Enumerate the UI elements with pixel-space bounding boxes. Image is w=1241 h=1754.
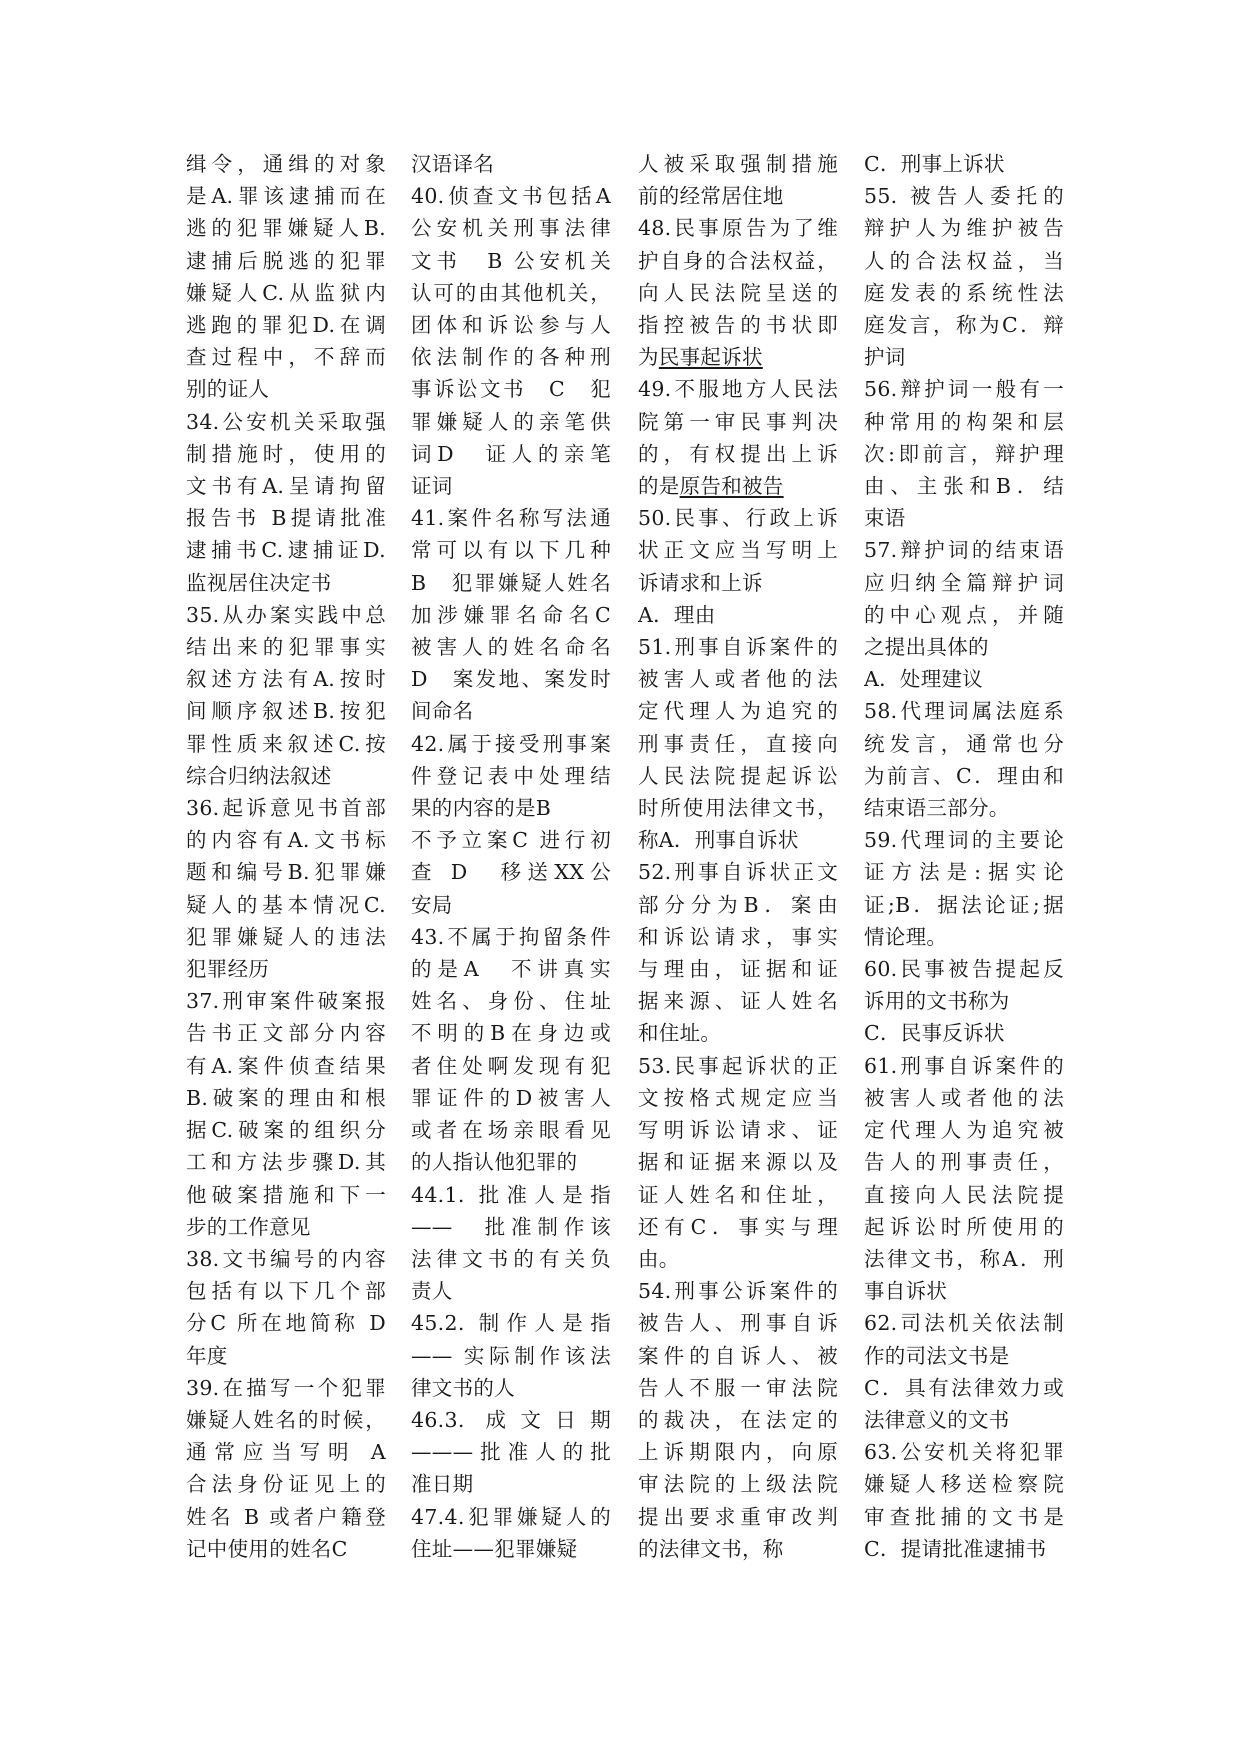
text-line: 44.1. 批准人是指 [411,1182,611,1207]
text-line: 应归纳全篇辩护词 [864,570,1064,595]
text-line: 51.刑事自诉案件的 [638,635,838,660]
text-line: 人民法院提起诉讼 [638,763,838,788]
text-line: 部分分为B．案由 [638,892,838,917]
text-line: 的是A 不讲真实 [411,957,611,982]
text-line: D 案发地、案发时 [411,667,611,692]
text-line: ———批准人的批 [411,1440,611,1465]
text-line: B.破案的理由和根 [186,1085,386,1110]
text-line: 庭发表的系统性法 [864,280,1064,305]
text-line: 之提出具体的 [864,635,989,660]
text-line: 事诉讼文书 C 犯 [411,377,611,402]
text-line: C．民事反诉状 [864,1021,1005,1046]
text-line: 上诉期限内，向原 [638,1440,838,1465]
text-line: 结出来的犯罪事实 [186,635,386,660]
text-line: 41.案件名称写法通 [411,506,611,531]
text-line: B 犯罪嫌疑人姓名 [411,570,611,595]
text-line: 护自身的合法权益， [638,248,838,273]
text-line: 还有C．事实与理 [638,1214,838,1239]
text-line: 39.在描写一个犯罪 [186,1375,386,1400]
text-line: 缉令，通缉的对象 [186,152,386,176]
text-line: 状正文应当写明上 [638,538,838,563]
text-line: A．处理建议 [864,667,984,692]
text-line: 逃跑的罪犯D.在调 [186,313,386,338]
text-line: 报告书 B提请批准 [186,506,386,531]
text-line: 和诉讼请求，事实 [638,924,838,949]
text-line: 为前言、C．理由和 [864,763,1064,788]
text-line: 52.刑事自诉状正文 [638,860,838,885]
text-line: 监视居住决定书 [186,570,332,595]
text-line: 文按格式规定应当 [638,1085,838,1110]
text-line: 54.刑事公诉案件的 [638,1279,838,1304]
text-line: 与理由，证据和证 [638,957,838,982]
text-line: 直接向人民法院提 [864,1182,1064,1207]
text-line: 45.2. 制作人是指 [411,1311,611,1336]
text-line: 或者在场亲眼看见 [411,1118,611,1143]
text-line: 据来源、证人姓名 [638,989,838,1014]
text-line: 叙述方法有A.按时 [186,667,386,692]
text-line: 证;B．据法论证;据 [864,892,1064,917]
text-line: 被害人或者他的法 [864,1085,1064,1110]
text-line: 定代理人为追究被 [864,1118,1064,1143]
text-line: 告书正文部分内容 [186,1021,386,1046]
text-line: A．理由 [638,602,716,627]
text-line: 是A.罪该逮捕而在 [186,184,386,209]
text-line: 不明的B在身边或 [411,1021,611,1046]
text-line: 工和方法步骤D.其 [186,1150,386,1175]
text-line: 35.从办案实践中总 [186,602,386,627]
text-line: 统发言，通常也分 [864,731,1064,756]
text-column-3 [638,148,838,1565]
text-line: 院第一审民事判决 [638,409,838,434]
text-line: 次:即前言，辩护理 [864,441,1064,466]
text-line: 不予立案C 进行初 [411,828,611,853]
text-line: 61.刑事自诉案件的 [864,1053,1064,1078]
text-line: 据C.破案的组织分 [186,1118,386,1143]
text-line: 法律意义的文书 [864,1407,1010,1432]
text-line: 的，有权提出上诉 [638,441,838,466]
text-line: C．刑事上诉状 [864,152,1005,176]
text-line: 57.辩护词的结束语 [864,538,1064,563]
text-line: 审法院的上级法院 [638,1472,838,1497]
text-line: 人的合法权益，当 [864,248,1064,273]
text-line: 48.民事原告为了维 [638,216,838,241]
text-line: 查过程中，不辞而 [186,345,386,370]
text-line: 间顺序叙述B.按犯 [186,699,386,724]
text-line: 的法律文书，称 [638,1536,784,1561]
text-line: 53.民事起诉状的正 [638,1053,838,1078]
text-line: 罪嫌疑人的亲笔供 [411,409,611,434]
text-column-2 [411,148,611,1565]
text-line: 逮捕书C.逮捕证D. [186,538,386,563]
text-line: 46.3. 成文日期 [411,1407,611,1432]
text-line: 依法制作的各种刑 [411,345,611,370]
text-line [638,341,838,373]
text-line: 律文书的人 [411,1375,515,1400]
text-line: 记中使用的姓名C [186,1536,348,1561]
text-line: 43.不属于拘留条件 [411,924,611,949]
text-line: 证方法是:据实论 [864,860,1064,885]
text-line: 法律文书，称A．刑 [864,1246,1064,1271]
text-line: 36.起诉意见书首部 [186,796,386,821]
text-line: 汉语译名 [411,152,495,176]
text-line: 诉请求和上诉 [638,570,763,595]
text-line: 47.4.犯罪嫌疑人的 [411,1504,611,1529]
text-line: 提出要求重审改判 [638,1504,838,1529]
text-line: 38.文书编号的内容 [186,1246,386,1271]
text-line: 认可的由其他机关， [411,280,611,305]
text-line: 59.代理词的主要论 [864,828,1064,853]
underlined-answer: 民事起诉状 [658,345,763,370]
text-line: 42.属于接受刑事案 [411,731,611,756]
text-line: 时所使用法律文书， [638,796,838,821]
text-line: 分C 所在地简称 D [186,1311,386,1336]
text-line: 审查批捕的文书是 [864,1504,1064,1529]
text-line: 加涉嫌罪名命名C [411,602,611,627]
text-line: 写明诉讼请求、证 [638,1118,838,1143]
text-line: 公安机关刑事法律 [411,216,611,241]
line-prefix: 的是 [638,474,680,499]
text-line: 查 D 移送XX公 [411,860,611,885]
text-line: 作的司法文书是 [864,1343,1010,1368]
text-line: 他破案措施和下一 [186,1182,386,1207]
text-line: 证人姓名和住址， [638,1182,838,1207]
text-line: 40.侦查文书包括A [411,184,611,209]
text-line [638,470,838,502]
text-line: 辩护人为维护被告 [864,216,1064,241]
text-line: 58.代理词属法庭系 [864,699,1064,724]
text-line: 庭发言，称为C．辩 [864,313,1064,338]
text-line: 者住处啊发现有犯 [411,1053,611,1078]
text-line: 姓名、身份、住址 [411,989,611,1014]
text-line: 37.刑审案件破案报 [186,989,386,1014]
text-line: 34.公安机关采取强 [186,409,386,434]
text-line: 通常应当写明 A [186,1440,386,1465]
text-column-1 [186,148,386,1565]
text-line: 步的工作意见 [186,1214,311,1239]
text-line: 常可以有以下几种 [411,538,611,563]
text-line: 种常用的构架和层 [864,409,1064,434]
text-line: 事自诉状 [864,1279,948,1304]
text-line: 诉用的文书称为 [864,989,1010,1014]
text-line: 告人不服一审法院 [638,1375,838,1400]
text-line: 62.司法机关依法制 [864,1311,1064,1336]
text-line: 罪性质来叙述C.按 [186,731,386,756]
text-line: 果的内容的是B [411,796,552,821]
text-line: 安局 [411,892,453,917]
text-line: 63.公安机关将犯罪 [864,1440,1064,1465]
text-line: C．具有法律效力或 [864,1375,1064,1400]
text-line: —— 实际制作该法 [411,1343,611,1368]
text-line: 的中心观点，并随 [864,602,1064,627]
text-line: 告人的刑事责任， [864,1150,1064,1175]
text-line: 疑人的基本情况C. [186,892,386,917]
text-line: 案件的自诉人、被 [638,1343,838,1368]
text-line: 有A.案件侦查结果 [186,1053,386,1078]
text-line: 被害人或者他的法 [638,667,838,692]
text-line: 逮捕后脱逃的犯罪 [186,248,386,273]
text-line: 护词 [864,345,906,370]
text-line: 由、主张和B．结 [864,474,1064,499]
text-line: 情论理。 [864,924,948,949]
text-line: 姓名 B 或者户籍登 [186,1504,386,1529]
text-line: 住址——犯罪嫌疑 [411,1536,578,1561]
text-line: 罪证件的D被害人 [411,1085,611,1110]
text-line: 文书有A.呈请拘留 [186,474,386,499]
text-line: 据和证据来源以及 [638,1150,838,1175]
text-line: 起诉讼时所使用的 [864,1214,1064,1239]
text-column-4 [864,148,1064,1565]
text-line: C．提请批准逮捕书 [864,1536,1047,1561]
text-line: 刑事责任，直接向 [638,731,838,756]
text-line: 包括有以下几个部 [186,1279,386,1304]
line-prefix: 为 [638,345,659,370]
text-line: 的内容有A.文书标 [186,828,386,853]
text-line: 年度 [186,1343,228,1368]
text-line: 件登记表中处理结 [411,763,611,788]
text-line: 前的经常居住地 [638,184,784,209]
text-line: 逃的犯罪嫌疑人B. [186,216,386,241]
text-line: 由。 [638,1246,680,1271]
text-line: 文书 B 公安机关 [411,248,611,273]
text-line: 题和编号B.犯罪嫌 [186,860,386,885]
text-line: 责人 [411,1279,453,1304]
text-line: 束语 [864,506,906,531]
text-line: 56.辩护词一般有一 [864,377,1064,402]
text-line: 49.不服地方人民法 [638,377,838,402]
text-line: 犯罪嫌疑人的违法 [186,924,386,949]
text-line: 准日期 [411,1472,474,1497]
underlined-answer: 原告和被告 [679,474,784,499]
text-line: 被告人、刑事自诉 [638,1311,838,1336]
text-line: 犯罪经历 [186,957,270,982]
text-line: 和住址。 [638,1021,722,1046]
text-line: 结束语三部分。 [864,796,1010,821]
text-line: 嫌疑人姓名的时候， [186,1407,386,1432]
text-line: 60.民事被告提起反 [864,957,1064,982]
text-line: 的人指认他犯罪的 [411,1150,578,1175]
text-line: 嫌疑人C.从监狱内 [186,280,386,305]
text-line: 50.民事、行政上诉 [638,506,838,531]
text-line: 称A．刑事自诉状 [638,828,799,853]
text-line: 被害人的姓名命名 [411,635,611,660]
text-line: —— 批准制作该 [411,1214,611,1239]
text-line: 合法身份证见上的 [186,1472,386,1497]
text-line: 人被采取强制措施 [638,152,838,176]
text-line: 证词 [411,474,453,499]
text-line: 团体和诉讼参与人 [411,313,611,338]
text-line: 指控被告的书状即 [638,313,838,338]
text-line: 嫌疑人移送检察院 [864,1472,1064,1497]
text-line: 制措施时，使用的 [186,441,386,466]
text-line: 定代理人为追究的 [638,699,838,724]
text-line: 向人民法院呈送的 [638,280,838,305]
text-line: 的裁决，在法定的 [638,1407,838,1432]
text-line: 间命名 [411,699,474,724]
text-line: 别的证人 [186,377,270,402]
text-line: 词D 证人的亲笔 [411,441,611,466]
text-line: 法律文书的有关负 [411,1246,611,1271]
text-line: 综合归纳法叙述 [186,763,332,788]
text-line: 55. 被告人委托的 [864,184,1064,209]
